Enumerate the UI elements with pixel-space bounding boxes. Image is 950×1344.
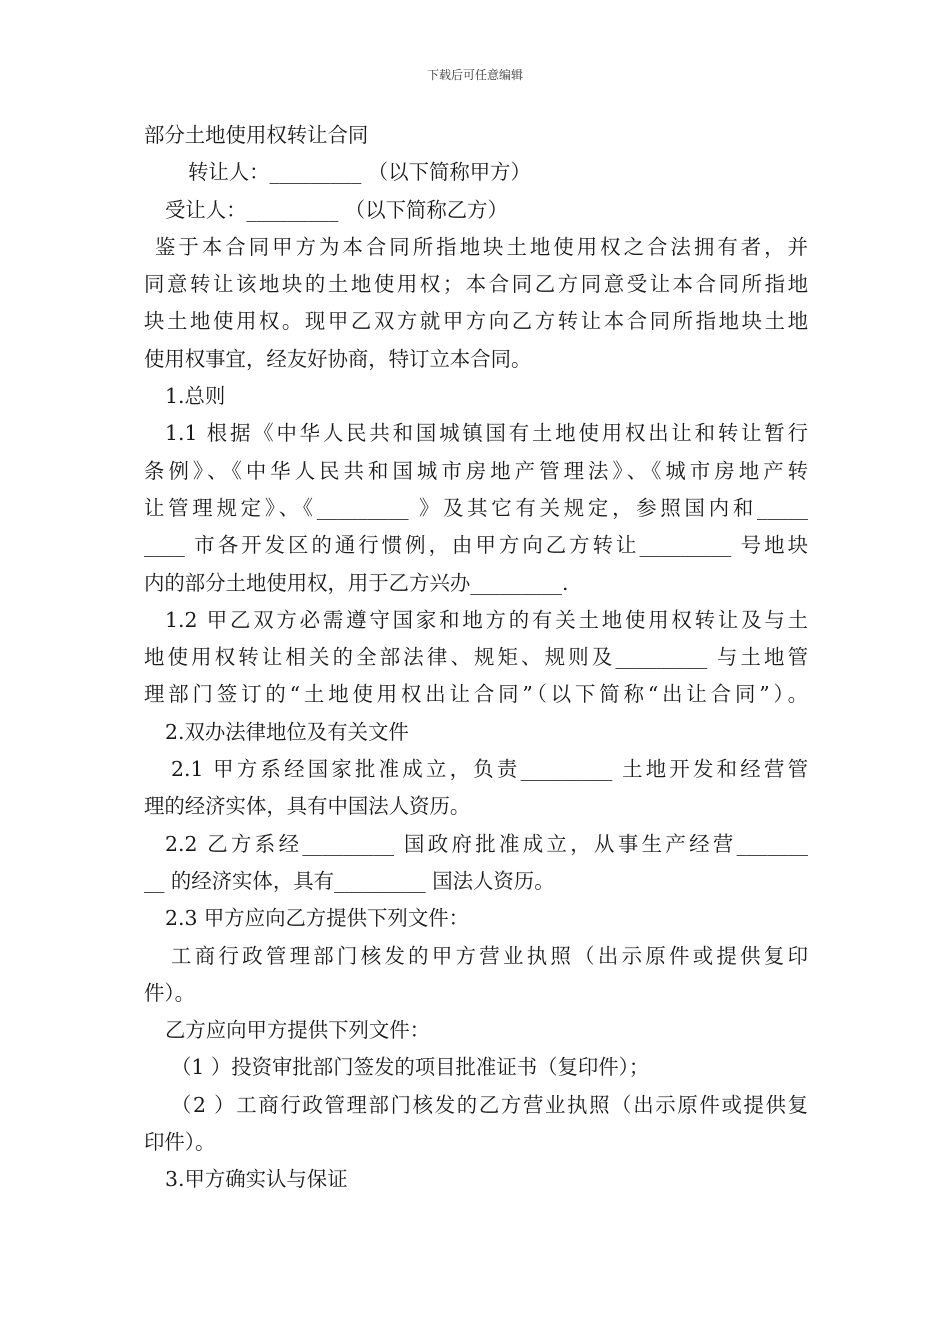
- text-line: 条例》、《中华人民共和国城市房地产管理法》、《城市房地产转: [144, 458, 808, 483]
- text-line: 同意转让该地块的土地使用权；本合同乙方同意受让本合同所指地: [144, 272, 808, 297]
- text-line: 转让人：_________ （以下简称甲方）: [188, 160, 531, 185]
- text-line: 1.1 根据《中华人民共和国城镇国有土地使用权出让和转让暂行: [165, 421, 808, 446]
- text-line: 理的经济实体，具有中国法人资历。: [144, 794, 471, 819]
- text-line: 1.2 甲乙双方必需遵守国家和地方的有关土地使用权转让及与土: [165, 607, 808, 632]
- text-line: （2 ）工商行政管理部门核发的乙方营业执照（出示原件或提供复: [171, 1092, 808, 1117]
- text-line: 2.2 乙方系经_________ 国政府批准成立，从事生产经营_______: [165, 831, 808, 856]
- document-title: 部分土地使用权转让合同: [144, 123, 369, 147]
- text-line: 工商行政管理部门核发的甲方营业执照（出示原件或提供复印: [171, 943, 808, 968]
- text-line: 内的部分土地使用权，用于乙方兴办_________.: [144, 570, 569, 595]
- text-line: 2.3 甲方应向乙方提供下列文件：: [165, 906, 469, 931]
- document-body: [144, 117, 808, 1199]
- text-line: 件）。: [144, 980, 195, 1005]
- text-line: ____ 市各开发区的通行惯例，由甲方向乙方转让_________ 号地块: [144, 533, 808, 558]
- text-line: 让管理规定》、《_________ 》及其它有关规定，参照国内和_____: [144, 495, 808, 520]
- text-line: （1 ）投资审批部门签发的项目批准证书（复印件）；: [171, 1055, 650, 1080]
- text-line: 地使用权转让相关的全部法律、规矩、规则及_________ 与土地管: [144, 645, 808, 670]
- text-line: 受让人：_________ （以下简称乙方）: [165, 197, 508, 222]
- text-line: 使用权事宜，经友好协商，特订立本合同。: [144, 346, 532, 371]
- text-line: 鉴于本合同甲方为本合同所指地块土地使用权之合法拥有者，并: [155, 234, 808, 259]
- text-line: 2.1 甲方系经国家批准成立，负责_________ 土地开发和经营管: [171, 757, 808, 782]
- text-line: 理部门签订的“土地使用权出让合同”（以下简称“出让合同”）。: [144, 682, 808, 707]
- text-line: 1.总则: [165, 384, 226, 409]
- text-line: 3.甲方确实认与保证: [165, 1167, 348, 1192]
- page-header: 下载后可任意编辑: [426, 68, 523, 82]
- text-line: 印件）。: [144, 1130, 216, 1155]
- text-line: 块土地使用权。现甲乙双方就甲方向乙方转让本合同所指地块土地: [144, 309, 808, 334]
- text-line: 乙方应向甲方提供下列文件：: [165, 1018, 431, 1043]
- text-line: __ 的经济实体，具有_________ 国法人资历。: [144, 868, 555, 893]
- text-line: 2.双办法律地位及有关文件: [165, 719, 409, 744]
